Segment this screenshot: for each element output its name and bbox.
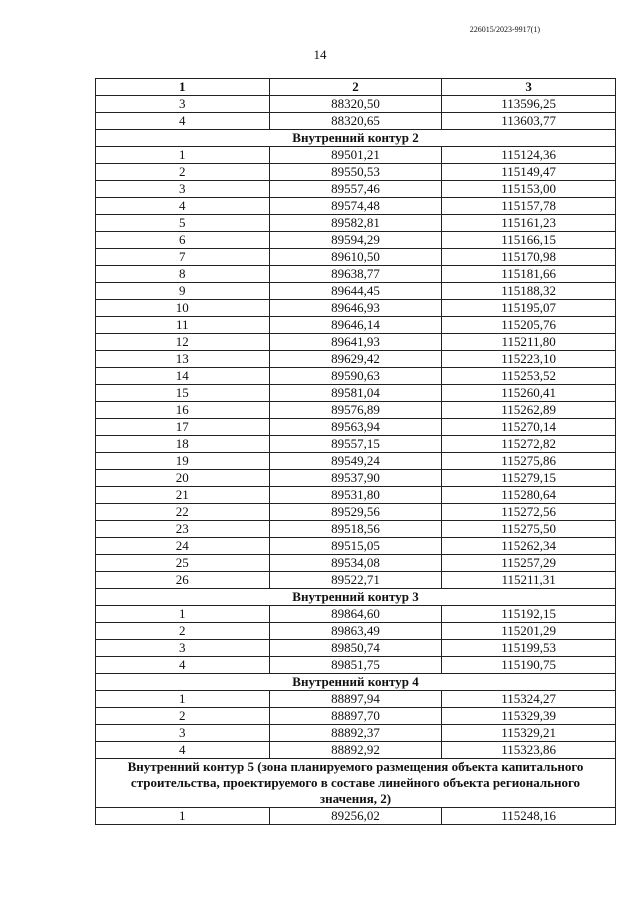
table-header-row bbox=[96, 79, 616, 96]
y-coordinate-cell: 115262,34 bbox=[442, 538, 616, 555]
table-row bbox=[96, 521, 616, 538]
y-coordinate-cell: 115275,50 bbox=[442, 521, 616, 538]
section-title-row bbox=[96, 130, 616, 147]
point-number-cell: 25 bbox=[96, 555, 270, 572]
point-number-cell: 24 bbox=[96, 538, 270, 555]
table-row bbox=[96, 504, 616, 521]
section-title: Внутренний контур 2 bbox=[96, 130, 616, 147]
x-coordinate-cell: 88320,65 bbox=[269, 113, 442, 130]
point-number-cell: 21 bbox=[96, 487, 270, 504]
y-coordinate-cell: 115272,56 bbox=[442, 504, 616, 521]
point-number-cell: 4 bbox=[96, 113, 270, 130]
point-number-cell: 14 bbox=[96, 368, 270, 385]
x-coordinate-cell: 88892,37 bbox=[269, 725, 442, 742]
x-coordinate-cell: 89594,29 bbox=[269, 232, 442, 249]
table-row bbox=[96, 538, 616, 555]
y-coordinate-cell: 115248,16 bbox=[442, 808, 616, 825]
y-coordinate-cell: 115262,89 bbox=[442, 402, 616, 419]
y-coordinate-cell: 115253,52 bbox=[442, 368, 616, 385]
y-coordinate-cell: 115324,27 bbox=[442, 691, 616, 708]
y-coordinate-cell: 115270,14 bbox=[442, 419, 616, 436]
table-row bbox=[96, 487, 616, 504]
point-number-cell: 3 bbox=[96, 96, 270, 113]
table-row bbox=[96, 215, 616, 232]
x-coordinate-cell: 89629,42 bbox=[269, 351, 442, 368]
table-row bbox=[96, 300, 616, 317]
x-coordinate-cell: 89646,14 bbox=[269, 317, 442, 334]
table-row bbox=[96, 402, 616, 419]
x-coordinate-cell: 89518,56 bbox=[269, 521, 442, 538]
point-number-cell: 2 bbox=[96, 623, 270, 640]
point-number-cell: 1 bbox=[96, 606, 270, 623]
table-row bbox=[96, 283, 616, 300]
x-coordinate-cell: 89576,89 bbox=[269, 402, 442, 419]
table-row bbox=[96, 555, 616, 572]
table-row bbox=[96, 113, 616, 130]
table-row bbox=[96, 385, 616, 402]
table-row bbox=[96, 572, 616, 589]
table-row bbox=[96, 249, 616, 266]
section-title: Внутренний контур 5 (зона планируемого размещения объекта капитального строительства, проектируемого в составе линейного объекта регионального значения, 2) bbox=[96, 759, 616, 808]
table-row bbox=[96, 351, 616, 368]
point-number-cell: 20 bbox=[96, 470, 270, 487]
point-number-cell: 4 bbox=[96, 742, 270, 759]
y-coordinate-cell: 115170,98 bbox=[442, 249, 616, 266]
table-row bbox=[96, 742, 616, 759]
y-coordinate-cell: 115223,10 bbox=[442, 351, 616, 368]
page-number: 14 bbox=[313, 47, 327, 62]
y-coordinate-cell: 115205,76 bbox=[442, 317, 616, 334]
table-row bbox=[96, 436, 616, 453]
point-number-cell: 12 bbox=[96, 334, 270, 351]
y-coordinate-cell: 115272,82 bbox=[442, 436, 616, 453]
y-coordinate-cell: 115201,29 bbox=[442, 623, 616, 640]
y-coordinate-cell: 115275,86 bbox=[442, 453, 616, 470]
point-number-cell: 11 bbox=[96, 317, 270, 334]
point-number-cell: 19 bbox=[96, 453, 270, 470]
point-number-cell: 16 bbox=[96, 402, 270, 419]
x-coordinate-cell: 89644,45 bbox=[269, 283, 442, 300]
x-coordinate-cell: 89646,93 bbox=[269, 300, 442, 317]
x-coordinate-cell: 89851,75 bbox=[269, 657, 442, 674]
y-coordinate-cell: 115188,32 bbox=[442, 283, 616, 300]
x-coordinate-cell: 89501,21 bbox=[269, 147, 442, 164]
y-coordinate-cell: 115260,41 bbox=[442, 385, 616, 402]
point-number-cell: 4 bbox=[96, 657, 270, 674]
x-coordinate-cell: 89529,56 bbox=[269, 504, 442, 521]
document-number: 226015/2023-9917(1) bbox=[469, 25, 540, 34]
y-coordinate-cell: 115329,21 bbox=[442, 725, 616, 742]
y-coordinate-cell: 115280,64 bbox=[442, 487, 616, 504]
x-coordinate-cell: 89537,90 bbox=[269, 470, 442, 487]
table-row bbox=[96, 419, 616, 436]
y-coordinate-cell: 115157,78 bbox=[442, 198, 616, 215]
y-coordinate-cell: 115124,36 bbox=[442, 147, 616, 164]
x-coordinate-cell: 89581,04 bbox=[269, 385, 442, 402]
x-coordinate-cell: 89515,05 bbox=[269, 538, 442, 555]
point-number-cell: 22 bbox=[96, 504, 270, 521]
point-number-cell: 8 bbox=[96, 266, 270, 283]
table-row bbox=[96, 606, 616, 623]
y-coordinate-cell: 115192,15 bbox=[442, 606, 616, 623]
y-coordinate-cell: 115166,15 bbox=[442, 232, 616, 249]
x-coordinate-cell: 89522,71 bbox=[269, 572, 442, 589]
x-coordinate-cell: 89549,24 bbox=[269, 453, 442, 470]
x-coordinate-cell: 89610,50 bbox=[269, 249, 442, 266]
section-title: Внутренний контур 3 bbox=[96, 589, 616, 606]
table-row bbox=[96, 317, 616, 334]
x-coordinate-cell: 89590,63 bbox=[269, 368, 442, 385]
table-row bbox=[96, 808, 616, 825]
table-row bbox=[96, 640, 616, 657]
section-title-row bbox=[96, 674, 616, 691]
x-coordinate-cell: 88897,70 bbox=[269, 708, 442, 725]
y-coordinate-cell: 113596,25 bbox=[442, 96, 616, 113]
point-number-cell: 10 bbox=[96, 300, 270, 317]
point-number-cell: 17 bbox=[96, 419, 270, 436]
section-title-row bbox=[96, 759, 616, 808]
y-coordinate-cell: 115211,80 bbox=[442, 334, 616, 351]
x-coordinate-cell: 89531,80 bbox=[269, 487, 442, 504]
point-number-cell: 1 bbox=[96, 808, 270, 825]
x-coordinate-cell: 89550,53 bbox=[269, 164, 442, 181]
x-coordinate-cell: 89582,81 bbox=[269, 215, 442, 232]
column-header-x: 2 bbox=[269, 79, 442, 96]
y-coordinate-cell: 115199,53 bbox=[442, 640, 616, 657]
y-coordinate-cell: 115153,00 bbox=[442, 181, 616, 198]
y-coordinate-cell: 115211,31 bbox=[442, 572, 616, 589]
table-row bbox=[96, 708, 616, 725]
x-coordinate-cell: 89256,02 bbox=[269, 808, 442, 825]
x-coordinate-cell: 89574,48 bbox=[269, 198, 442, 215]
table-row bbox=[96, 623, 616, 640]
table-row bbox=[96, 198, 616, 215]
table-row bbox=[96, 181, 616, 198]
y-coordinate-cell: 115161,23 bbox=[442, 215, 616, 232]
x-coordinate-cell: 89563,94 bbox=[269, 419, 442, 436]
table-row bbox=[96, 691, 616, 708]
point-number-cell: 9 bbox=[96, 283, 270, 300]
point-number-cell: 5 bbox=[96, 215, 270, 232]
x-coordinate-cell: 89638,77 bbox=[269, 266, 442, 283]
point-number-cell: 7 bbox=[96, 249, 270, 266]
column-header-number: 1 bbox=[96, 79, 270, 96]
y-coordinate-cell: 115279,15 bbox=[442, 470, 616, 487]
table-row bbox=[96, 96, 616, 113]
x-coordinate-cell: 88320,50 bbox=[269, 96, 442, 113]
y-coordinate-cell: 115329,39 bbox=[442, 708, 616, 725]
table-row bbox=[96, 657, 616, 674]
y-coordinate-cell: 113603,77 bbox=[442, 113, 616, 130]
table-row bbox=[96, 470, 616, 487]
point-number-cell: 6 bbox=[96, 232, 270, 249]
point-number-cell: 3 bbox=[96, 725, 270, 742]
point-number-cell: 2 bbox=[96, 708, 270, 725]
table-row bbox=[96, 368, 616, 385]
table-row bbox=[96, 164, 616, 181]
point-number-cell: 18 bbox=[96, 436, 270, 453]
x-coordinate-cell: 89864,60 bbox=[269, 606, 442, 623]
point-number-cell: 23 bbox=[96, 521, 270, 538]
x-coordinate-cell: 89534,08 bbox=[269, 555, 442, 572]
y-coordinate-cell: 115190,75 bbox=[442, 657, 616, 674]
point-number-cell: 1 bbox=[96, 691, 270, 708]
y-coordinate-cell: 115181,66 bbox=[442, 266, 616, 283]
table-row bbox=[96, 232, 616, 249]
x-coordinate-cell: 88897,94 bbox=[269, 691, 442, 708]
y-coordinate-cell: 115323,86 bbox=[442, 742, 616, 759]
column-header-y: 3 bbox=[442, 79, 616, 96]
x-coordinate-cell: 89863,49 bbox=[269, 623, 442, 640]
x-coordinate-cell: 89557,15 bbox=[269, 436, 442, 453]
point-number-cell: 3 bbox=[96, 640, 270, 657]
x-coordinate-cell: 89641,93 bbox=[269, 334, 442, 351]
point-number-cell: 4 bbox=[96, 198, 270, 215]
coordinates-table bbox=[95, 78, 616, 825]
x-coordinate-cell: 89850,74 bbox=[269, 640, 442, 657]
point-number-cell: 3 bbox=[96, 181, 270, 198]
table-row bbox=[96, 453, 616, 470]
x-coordinate-cell: 89557,46 bbox=[269, 181, 442, 198]
point-number-cell: 26 bbox=[96, 572, 270, 589]
y-coordinate-cell: 115257,29 bbox=[442, 555, 616, 572]
table-row bbox=[96, 334, 616, 351]
table-body bbox=[96, 96, 616, 825]
section-title-row bbox=[96, 589, 616, 606]
point-number-cell: 1 bbox=[96, 147, 270, 164]
section-title: Внутренний контур 4 bbox=[96, 674, 616, 691]
point-number-cell: 15 bbox=[96, 385, 270, 402]
y-coordinate-cell: 115149,47 bbox=[442, 164, 616, 181]
table-row bbox=[96, 725, 616, 742]
table-row bbox=[96, 147, 616, 164]
point-number-cell: 13 bbox=[96, 351, 270, 368]
table-row bbox=[96, 266, 616, 283]
point-number-cell: 2 bbox=[96, 164, 270, 181]
y-coordinate-cell: 115195,07 bbox=[442, 300, 616, 317]
x-coordinate-cell: 88892,92 bbox=[269, 742, 442, 759]
